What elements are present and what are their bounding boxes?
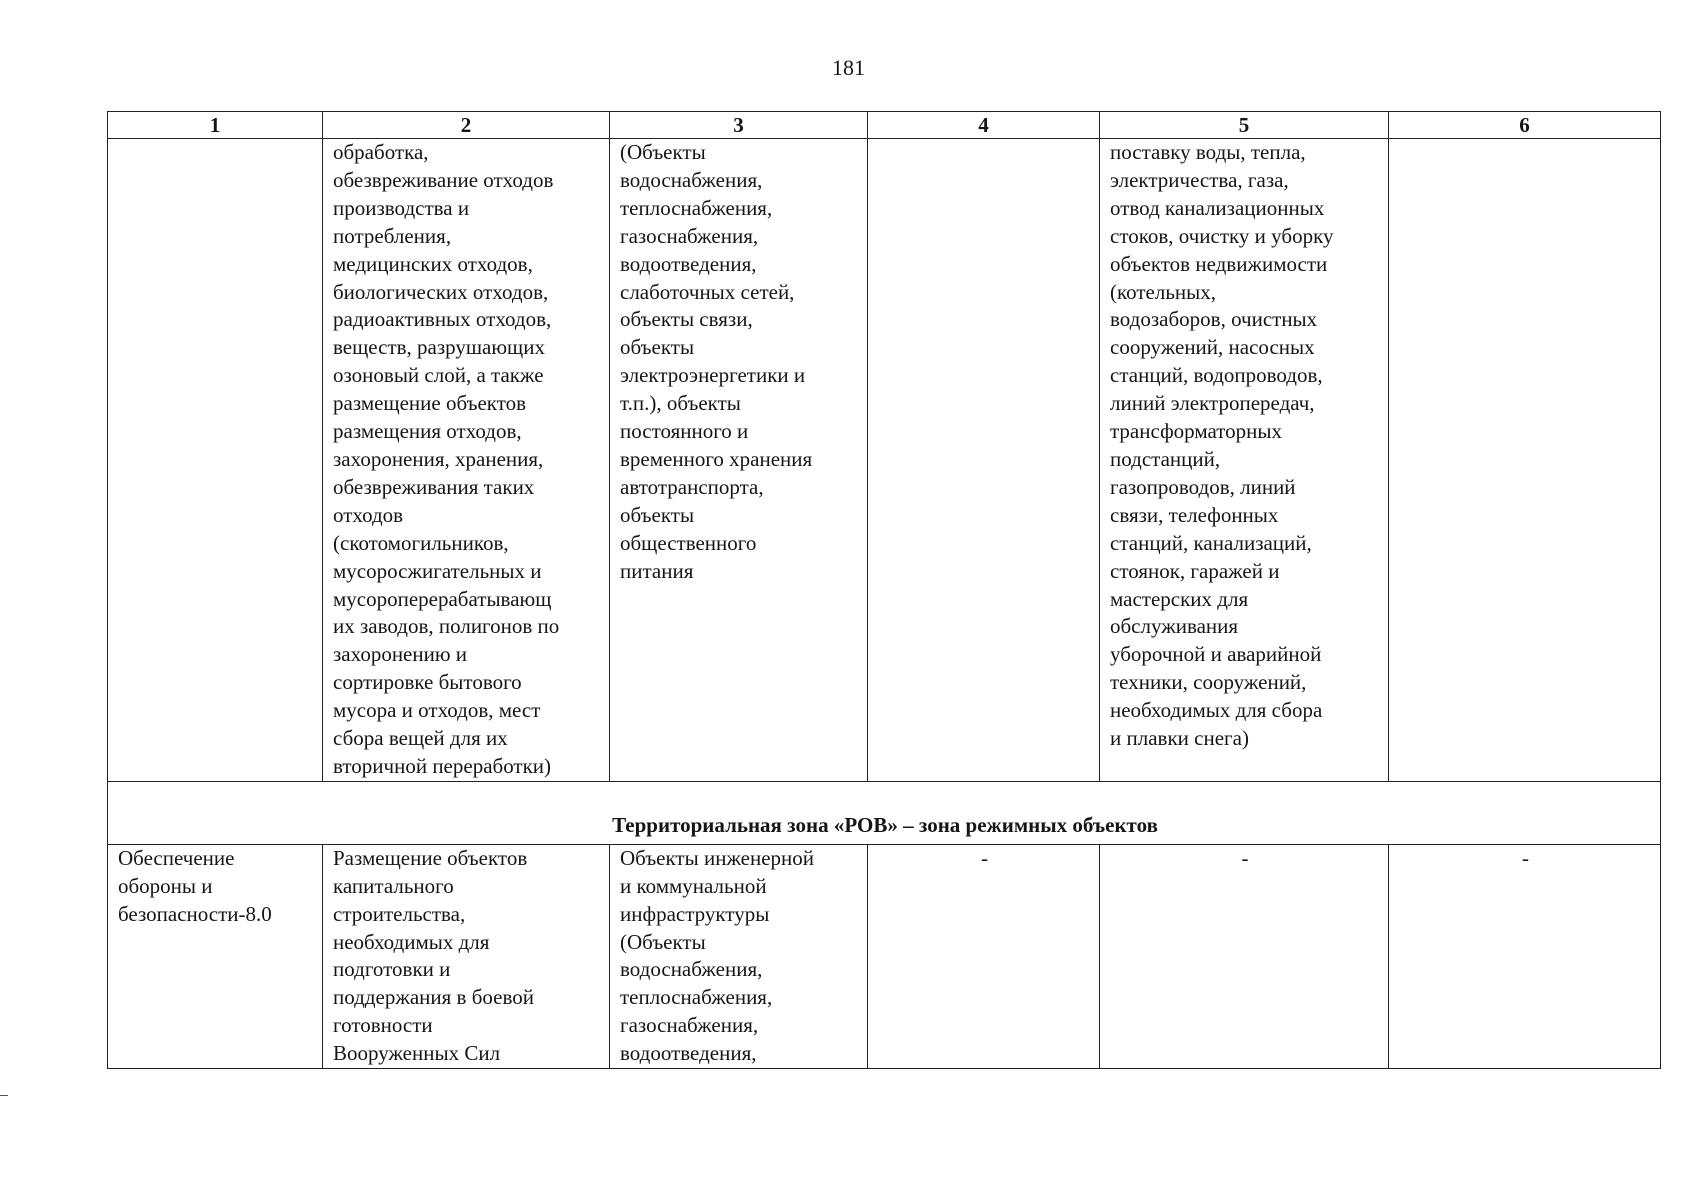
scan-mark xyxy=(0,1095,8,1096)
land-use-table xyxy=(107,111,1661,1069)
table-cell: - xyxy=(1100,844,1389,1068)
header-cell-6: 6 xyxy=(1389,112,1661,139)
table-cell: - xyxy=(1389,844,1661,1068)
header-row xyxy=(108,112,1661,139)
table-row-continuation xyxy=(108,139,1661,782)
header-cell-3: 3 xyxy=(610,112,868,139)
table-cell xyxy=(108,139,323,782)
header-cell-5: 5 xyxy=(1100,112,1389,139)
table-cell xyxy=(868,139,1100,782)
zone-heading-row xyxy=(108,781,1661,844)
table-row-defense xyxy=(108,844,1661,1068)
page-number: 181 xyxy=(832,55,865,80)
table-cell: Обеспечение обороны и безопасности-8.0 xyxy=(108,844,323,1068)
header-cell-1: 1 xyxy=(108,112,323,139)
table-cell: (Объекты водоснабжения, теплоснабжения, газоснабжения, водоотведения, слаботочных сетей, объекты связи, объекты электроэнергетики и т.п.), объекты постоянного и временного хранения автотранспорта, объекты общественного питания xyxy=(610,139,868,782)
table-cell xyxy=(1389,139,1661,782)
table-cell: - xyxy=(868,844,1100,1068)
table-cell: Размещение объектов капитального строительства, необходимых для подготовки и поддержания в боевой готовности Вооруженных Сил xyxy=(323,844,610,1068)
table-cell: Объекты инженерной и коммунальной инфраструктуры (Объекты водоснабжения, теплоснабжения, газоснабжения, водоотведения, xyxy=(610,844,868,1068)
table-cell: обработка, обезвреживание отходов производства и потребления, медицинских отходов, биологических отходов, радиоактивных отходов, веществ, разрушающих озоновый слой, а также размещение объектов размещения отходов, захоронения, хранения, обезвреживания таких отходов (скотомогильников, мусоросжигательных и мусороперерабатывающ их заводов, полигонов по захоронению и сортировке бытового мусора и отходов, мест сбора вещей для их вторичной переработки) xyxy=(323,139,610,782)
table-cell: поставку воды, тепла, электричества, газа, отвод канализационных стоков, очистку и уборку объектов недвижимости (котельных, водозаборов, очистных сооружений, насосных станций, водопроводов, линий электропередач, трансформаторных подстанций, газопроводов, линий связи, телефонных станций, канализаций, стоянок, гаражей и мастерских для обслуживания уборочной и аварийной техники, сооружений, необходимых для сбора и плавки снега) xyxy=(1100,139,1389,782)
header-cell-2: 2 xyxy=(323,112,610,139)
header-cell-4: 4 xyxy=(868,112,1100,139)
zone-heading: Территориальная зона «РОВ» – зона режимных объектов xyxy=(108,781,1661,844)
